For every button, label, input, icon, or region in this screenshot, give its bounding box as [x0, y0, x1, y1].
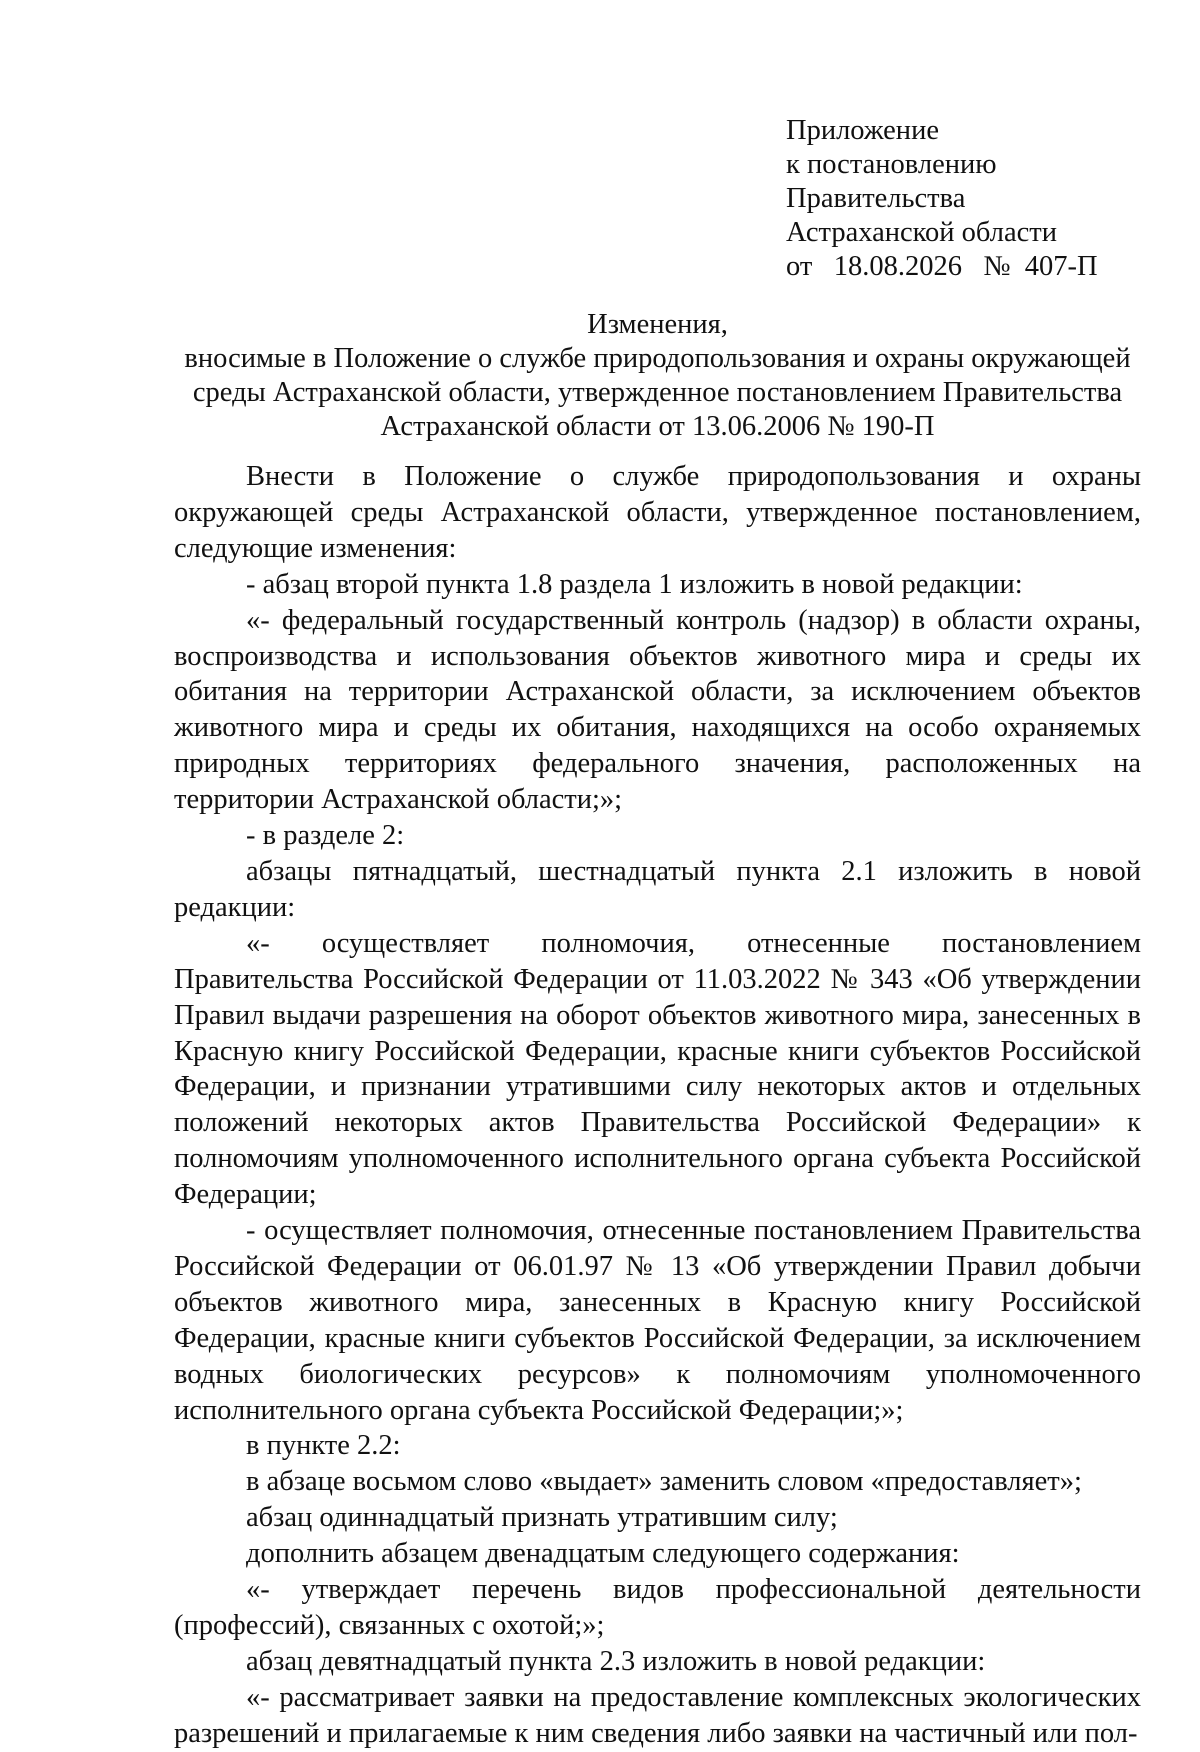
appendix-header: [786, 114, 1098, 284]
appendix-line: Приложение: [786, 115, 939, 146]
document-title: [176, 308, 1139, 444]
number-sign: №: [983, 251, 1011, 282]
title-line: Астраханской области от 13.06.2006 № 190-П: [380, 411, 935, 442]
resolution-reference: [786, 250, 1098, 284]
title-line: вносимые в Положение о службе природопользования и охраны окружающей: [184, 343, 1131, 374]
body-paragraph: «- утверждает перечень видов профессиональной деятельности (профессий), связанных с охотой;»;: [174, 1574, 1141, 1641]
appendix-line: Правительства: [786, 183, 966, 214]
title-heading: Изменения,: [587, 309, 728, 340]
body-paragraph: - в разделе 2:: [246, 820, 405, 852]
body-paragraph: «- рассматривает заявки на предоставление комплексных экологических разрешений и прилагаемые к ним сведения либо заявки на частичный или пол-: [174, 1681, 1141, 1749]
body-paragraph: абзац девятнадцатый пункта 2.3 изложить в новой редакции:: [246, 1645, 986, 1677]
resolution-number: 407-П: [1024, 251, 1098, 282]
body-paragraph: «- осуществляет полномочия, отнесенные постановлением Правительства Российской Федерации от 11.03.2022 № 343 «Об утверждении Правил выдачи разрешения на оборот объектов животного мира, занесенных в Красную книгу Российской Федерации, красные книги субъектов Российской Федерации, и признании утратившими силу некоторых актов и отдельных положений некоторых актов Правительства Российской Федерации» к полномочиям уполномоченного исполнительного органа субъекта Российской Федерации;: [174, 927, 1141, 1211]
body-paragraph: в абзаце восьмом слово «выдает» заменить словом «предоставляет»;: [246, 1466, 1082, 1498]
body-paragraph: абзацы пятнадцатый, шестнадцатый пункта 2.1 изложить в новой редакции:: [174, 855, 1141, 923]
body-paragraph: дополнить абзацем двенадцатым следующего содержания:: [246, 1538, 960, 1570]
document-body: [174, 459, 1141, 1752]
body-paragraph: в пункте 2.2:: [246, 1430, 401, 1462]
title-line: среды Астраханской области, утвержденное постановлением Правительства: [192, 377, 1123, 408]
body-paragraph: Внести в Положение о службе природопользования и охраны окружающей среды Астраханской области, утвержденное постановлением, следующие изменения:: [174, 461, 1141, 564]
date-prefix: от: [786, 251, 813, 282]
body-paragraph: - осуществляет полномочия, отнесенные постановлением Правительства Российской Федерации от 06.01.97 № 13 «Об утверждении Правил добычи объектов животного мира, занесенных в Красную книгу Российской Федерации, красные книги субъектов Российской Федерации, за исключением водных биологических ресурсов» к полномочиям уполномоченного исполнительного органа субъекта Российской Федерации;»;: [174, 1215, 1141, 1426]
body-paragraph: - абзац второй пункта 1.8 раздела 1 изложить в новой редакции:: [246, 568, 1023, 600]
appendix-line: к постановлению: [786, 149, 997, 180]
body-paragraph: абзац одиннадцатый признать утратившим силу;: [246, 1502, 838, 1534]
appendix-line: Астраханской области: [786, 217, 1057, 248]
resolution-date: 18.08.2026: [833, 251, 962, 282]
body-paragraph: «- федеральный государственный контроль (надзор) в области охраны, воспроизводства и использования объектов животного мира и среды их обитания на территории Астраханской области, за исключением объектов животного мира и среды их обитания, находящихся на особо охраняемых природных территориях федерального значения, расположенных на территории Астраханской области;»;: [174, 604, 1141, 816]
